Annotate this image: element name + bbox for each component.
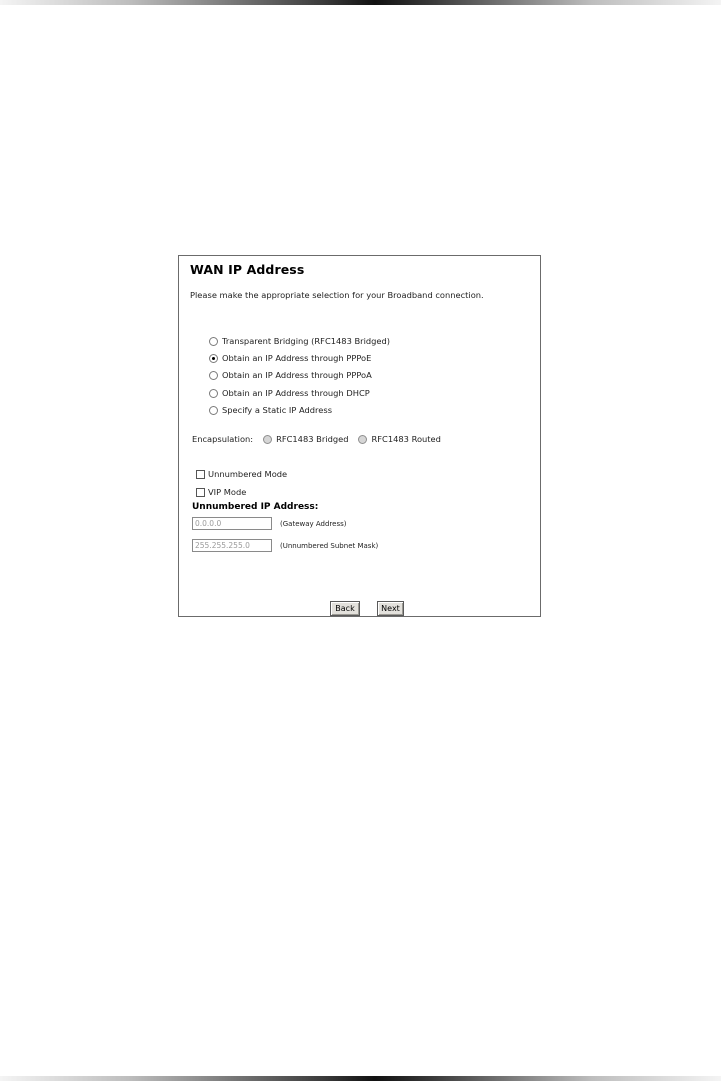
bottom-decorative-bar <box>0 1076 721 1081</box>
radio-encap-routed[interactable] <box>358 435 367 444</box>
encap-bridged-label: RFC1483 Bridged <box>276 434 349 444</box>
unnumbered-mode-checkbox[interactable] <box>196 470 205 479</box>
vip-mode-checkbox[interactable] <box>196 488 205 497</box>
radio-pppoa[interactable] <box>209 371 218 380</box>
option-label: Obtain an IP Address through DHCP <box>222 388 370 398</box>
encap-routed-label: RFC1483 Routed <box>371 434 441 444</box>
option-transparent-bridging[interactable] <box>209 335 390 347</box>
next-button[interactable]: Next <box>377 601 404 616</box>
panel-title: WAN IP Address <box>190 262 305 277</box>
gateway-row <box>192 517 347 530</box>
option-pppoe[interactable] <box>209 352 371 364</box>
subnet-row <box>192 539 378 552</box>
vip-mode-label: VIP Mode <box>208 487 247 497</box>
gateway-address-label: (Gateway Address) <box>280 519 347 528</box>
radio-dhcp[interactable] <box>209 389 218 398</box>
back-button[interactable]: Back <box>330 601 360 616</box>
subnet-mask-input[interactable]: 255.255.255.0 <box>192 539 272 552</box>
radio-encap-bridged[interactable] <box>263 435 272 444</box>
radio-pppoe[interactable] <box>209 354 218 363</box>
subnet-mask-label: (Unnumbered Subnet Mask) <box>280 541 379 550</box>
unnumbered-ip-heading: Unnumbered IP Address: <box>192 502 319 512</box>
radio-transparent-bridging[interactable] <box>209 337 218 346</box>
option-pppoa[interactable] <box>209 369 372 381</box>
encapsulation-label: Encapsulation: <box>192 434 254 444</box>
unnumbered-mode-option[interactable] <box>196 468 287 480</box>
option-label: Specify a Static IP Address <box>222 405 333 415</box>
encapsulation-row <box>192 434 441 444</box>
option-static-ip[interactable] <box>209 404 332 416</box>
vip-mode-option[interactable] <box>196 486 246 498</box>
option-label: Obtain an IP Address through PPPoE <box>222 353 372 363</box>
intro-text: Please make the appropriate selection for your Broadband connection. <box>190 290 484 300</box>
option-label: Transparent Bridging (RFC1483 Bridged) <box>222 336 391 346</box>
gateway-address-input[interactable]: 0.0.0.0 <box>192 517 272 530</box>
unnumbered-mode-label: Unnumbered Mode <box>208 469 288 479</box>
option-dhcp[interactable] <box>209 387 370 399</box>
top-decorative-bar <box>0 0 721 5</box>
wan-ip-address-panel <box>178 255 541 617</box>
encap-option-routed[interactable] <box>358 434 440 444</box>
option-label: Obtain an IP Address through PPPoA <box>222 370 372 380</box>
encap-option-bridged[interactable] <box>263 434 348 444</box>
radio-static-ip[interactable] <box>209 406 218 415</box>
